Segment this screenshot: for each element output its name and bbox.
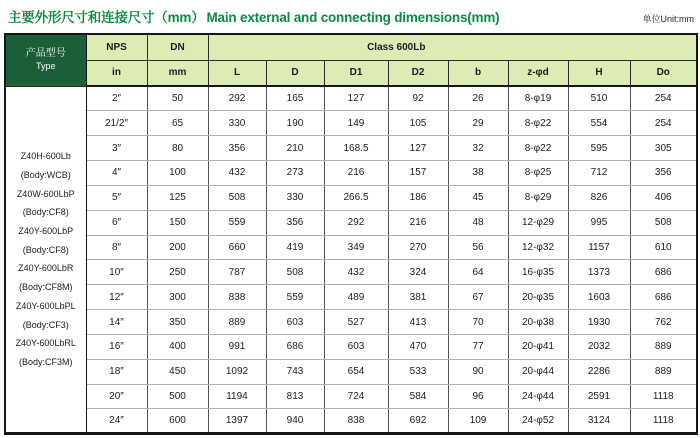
cell-Do: 254 [630, 111, 697, 136]
product-type-header-zh: 产品型号 [25, 48, 66, 60]
cell-Do: 254 [630, 86, 697, 111]
cell-zd: 8-φ25 [508, 161, 568, 186]
cell-L: 787 [208, 260, 266, 285]
page-title-en: Main external and connecting dimensions(mm) [206, 10, 500, 25]
cell-zd: 20-φ35 [508, 285, 568, 310]
cell-D: 273 [266, 161, 324, 186]
product-type-line: Z40Y-600LbR [18, 263, 74, 274]
cell-H: 595 [568, 136, 630, 161]
cell-zd: 16-φ35 [508, 260, 568, 285]
cell-b: 96 [448, 384, 508, 409]
product-type-line: (Body:CF8) [22, 207, 69, 218]
cell-L: 838 [208, 285, 266, 310]
cell-zd: 12-φ29 [508, 210, 568, 235]
cell-D: 743 [266, 359, 324, 384]
cell-H: 995 [568, 210, 630, 235]
product-type-line: Z40W-600LbP [16, 188, 75, 199]
cell-H: 3124 [568, 409, 630, 434]
cell-nps: 20″ [86, 384, 147, 409]
cell-b: 45 [448, 185, 508, 210]
cell-b: 38 [448, 161, 508, 186]
cell-H: 2032 [568, 334, 630, 359]
cell-b: 109 [448, 409, 508, 434]
cell-L: 508 [208, 185, 266, 210]
cell-D: 508 [266, 260, 324, 285]
dimensions-table [4, 33, 698, 435]
page-title-zh: 主要外形尺寸和连接尺寸（mm） [8, 10, 205, 25]
cell-nps: 10″ [86, 260, 147, 285]
table-row [5, 136, 697, 161]
table-row [5, 359, 697, 384]
cell-L: 330 [208, 111, 266, 136]
table-row [5, 111, 697, 136]
cell-Do: 686 [630, 285, 697, 310]
table-row [5, 310, 697, 335]
cell-dn: 600 [147, 409, 208, 434]
cell-nps: 5″ [86, 185, 147, 210]
cell-H: 2591 [568, 384, 630, 409]
cell-b: 70 [448, 310, 508, 335]
cell-dn: 65 [147, 111, 208, 136]
cell-Do: 305 [630, 136, 697, 161]
cell-zd: 8-φ19 [508, 86, 568, 111]
unit-label: 单位Unit:mm [642, 14, 694, 24]
cell-D: 356 [266, 210, 324, 235]
cell-b: 48 [448, 210, 508, 235]
cell-D2: 584 [388, 384, 448, 409]
cell-D1: 349 [324, 235, 388, 260]
cell-nps: 4″ [86, 161, 147, 186]
cell-dn: 150 [147, 210, 208, 235]
product-type-line: Z40H-600Lb [20, 151, 71, 162]
cell-D: 330 [266, 185, 324, 210]
cell-D: 210 [266, 136, 324, 161]
cell-Do: 610 [630, 235, 697, 260]
col-header-dn-unit: mm [147, 60, 208, 86]
cell-H: 712 [568, 161, 630, 186]
col-header-D1: D1 [324, 60, 388, 86]
cell-nps: 21/2″ [86, 111, 147, 136]
col-header-H: H [568, 60, 630, 86]
col-header-b: b [448, 60, 508, 86]
cell-Do: 686 [630, 260, 697, 285]
table-row [5, 409, 697, 434]
col-header-class: Class 600Lb [208, 34, 697, 60]
cell-Do: 889 [630, 334, 697, 359]
table-row [5, 161, 697, 186]
cell-L: 660 [208, 235, 266, 260]
product-type-line: (Body:CF8) [22, 244, 69, 255]
cell-nps: 2″ [86, 86, 147, 111]
col-header-dn: DN [147, 34, 208, 60]
cell-D2: 92 [388, 86, 448, 111]
col-header-D: D [266, 60, 324, 86]
cell-L: 559 [208, 210, 266, 235]
cell-L: 1092 [208, 359, 266, 384]
cell-D1: 127 [324, 86, 388, 111]
cell-D1: 838 [324, 409, 388, 434]
cell-D2: 270 [388, 235, 448, 260]
table-row [5, 285, 697, 310]
cell-nps: 14″ [86, 310, 147, 335]
cell-Do: 406 [630, 185, 697, 210]
table-body [5, 86, 697, 434]
col-header-D2: D2 [388, 60, 448, 86]
cell-H: 510 [568, 86, 630, 111]
cell-L: 991 [208, 334, 266, 359]
product-type-line: Z40Y-600LbRL [15, 338, 76, 349]
cell-dn: 80 [147, 136, 208, 161]
table-header [5, 34, 697, 86]
cell-zd: 20-φ44 [508, 359, 568, 384]
cell-zd: 24-φ52 [508, 409, 568, 434]
cell-D1: 654 [324, 359, 388, 384]
cell-D2: 413 [388, 310, 448, 335]
cell-nps: 16″ [86, 334, 147, 359]
cell-D: 190 [266, 111, 324, 136]
col-header-L: L [208, 60, 266, 86]
cell-D2: 127 [388, 136, 448, 161]
table-row [5, 334, 697, 359]
cell-dn: 200 [147, 235, 208, 260]
cell-Do: 356 [630, 161, 697, 186]
cell-dn: 400 [147, 334, 208, 359]
cell-Do: 762 [630, 310, 697, 335]
cell-b: 26 [448, 86, 508, 111]
cell-dn: 125 [147, 185, 208, 210]
cell-L: 356 [208, 136, 266, 161]
cell-L: 1194 [208, 384, 266, 409]
cell-D2: 105 [388, 111, 448, 136]
cell-H: 2286 [568, 359, 630, 384]
col-header-Do: Do [630, 60, 697, 86]
cell-D1: 527 [324, 310, 388, 335]
cell-nps: 18″ [86, 359, 147, 384]
cell-dn: 350 [147, 310, 208, 335]
table-row [5, 86, 697, 111]
cell-D1: 603 [324, 334, 388, 359]
cell-H: 826 [568, 185, 630, 210]
cell-D2: 533 [388, 359, 448, 384]
cell-dn: 50 [147, 86, 208, 111]
cell-nps: 3″ [86, 136, 147, 161]
cell-nps: 12″ [86, 285, 147, 310]
page-title [8, 6, 499, 26]
cell-zd: 20-φ41 [508, 334, 568, 359]
cell-H: 1930 [568, 310, 630, 335]
cell-D1: 432 [324, 260, 388, 285]
cell-zd: 24-φ44 [508, 384, 568, 409]
cell-D: 686 [266, 334, 324, 359]
cell-D: 165 [266, 86, 324, 111]
cell-D2: 381 [388, 285, 448, 310]
cell-D1: 489 [324, 285, 388, 310]
col-header-nps: NPS [86, 34, 147, 60]
cell-Do: 889 [630, 359, 697, 384]
cell-dn: 500 [147, 384, 208, 409]
cell-zd: 8-φ22 [508, 136, 568, 161]
cell-dn: 100 [147, 161, 208, 186]
title-bar [8, 6, 694, 26]
cell-L: 432 [208, 161, 266, 186]
cell-D1: 266.5 [324, 185, 388, 210]
cell-D: 940 [266, 409, 324, 434]
cell-b: 90 [448, 359, 508, 384]
cell-L: 292 [208, 86, 266, 111]
table-row [5, 235, 697, 260]
product-type-line: (Body:CF8M) [18, 282, 73, 293]
cell-b: 32 [448, 136, 508, 161]
product-type-cell [5, 86, 86, 434]
product-type-line: (Body:WCB) [20, 169, 71, 180]
cell-H: 1603 [568, 285, 630, 310]
cell-nps: 6″ [86, 210, 147, 235]
product-type-header [5, 34, 86, 86]
product-type-line: (Body:CF3) [22, 319, 69, 330]
cell-D: 419 [266, 235, 324, 260]
cell-D2: 186 [388, 185, 448, 210]
cell-Do: 1118 [630, 384, 697, 409]
product-type-header-en: Type [35, 61, 56, 72]
cell-L: 1397 [208, 409, 266, 434]
cell-H: 1373 [568, 260, 630, 285]
cell-D2: 157 [388, 161, 448, 186]
cell-D1: 292 [324, 210, 388, 235]
product-type-line: Z40Y-600LbP [18, 226, 74, 236]
table-row [5, 384, 697, 409]
cell-D1: 216 [324, 161, 388, 186]
col-header-zd: z-φd [508, 60, 568, 86]
cell-H: 554 [568, 111, 630, 136]
cell-nps: 24″ [86, 409, 147, 434]
cell-b: 29 [448, 111, 508, 136]
cell-dn: 450 [147, 359, 208, 384]
cell-dn: 300 [147, 285, 208, 310]
cell-D1: 168.5 [324, 136, 388, 161]
cell-zd: 8-φ22 [508, 111, 568, 136]
cell-L: 889 [208, 310, 266, 335]
cell-Do: 508 [630, 210, 697, 235]
product-type-line: (Body:CF3M) [18, 356, 73, 367]
cell-b: 77 [448, 334, 508, 359]
cell-D2: 324 [388, 260, 448, 285]
table-row [5, 185, 697, 210]
cell-b: 56 [448, 235, 508, 260]
cell-zd: 8-φ29 [508, 185, 568, 210]
cell-D1: 149 [324, 111, 388, 136]
cell-D2: 216 [388, 210, 448, 235]
table-row [5, 260, 697, 285]
cell-D: 603 [266, 310, 324, 335]
cell-D2: 470 [388, 334, 448, 359]
col-header-nps-unit: in [86, 60, 147, 86]
cell-D1: 724 [324, 384, 388, 409]
cell-zd: 20-φ38 [508, 310, 568, 335]
product-type-line: Z40Y-600LbPL [15, 300, 76, 311]
cell-b: 64 [448, 260, 508, 285]
cell-zd: 12-φ32 [508, 235, 568, 260]
cell-D2: 692 [388, 409, 448, 434]
product-type-lines [6, 87, 86, 433]
cell-D: 813 [266, 384, 324, 409]
cell-nps: 8″ [86, 235, 147, 260]
cell-dn: 250 [147, 260, 208, 285]
table-row [5, 210, 697, 235]
cell-D: 559 [266, 285, 324, 310]
cell-Do: 1118 [630, 409, 697, 434]
cell-H: 1157 [568, 235, 630, 260]
cell-b: 67 [448, 285, 508, 310]
